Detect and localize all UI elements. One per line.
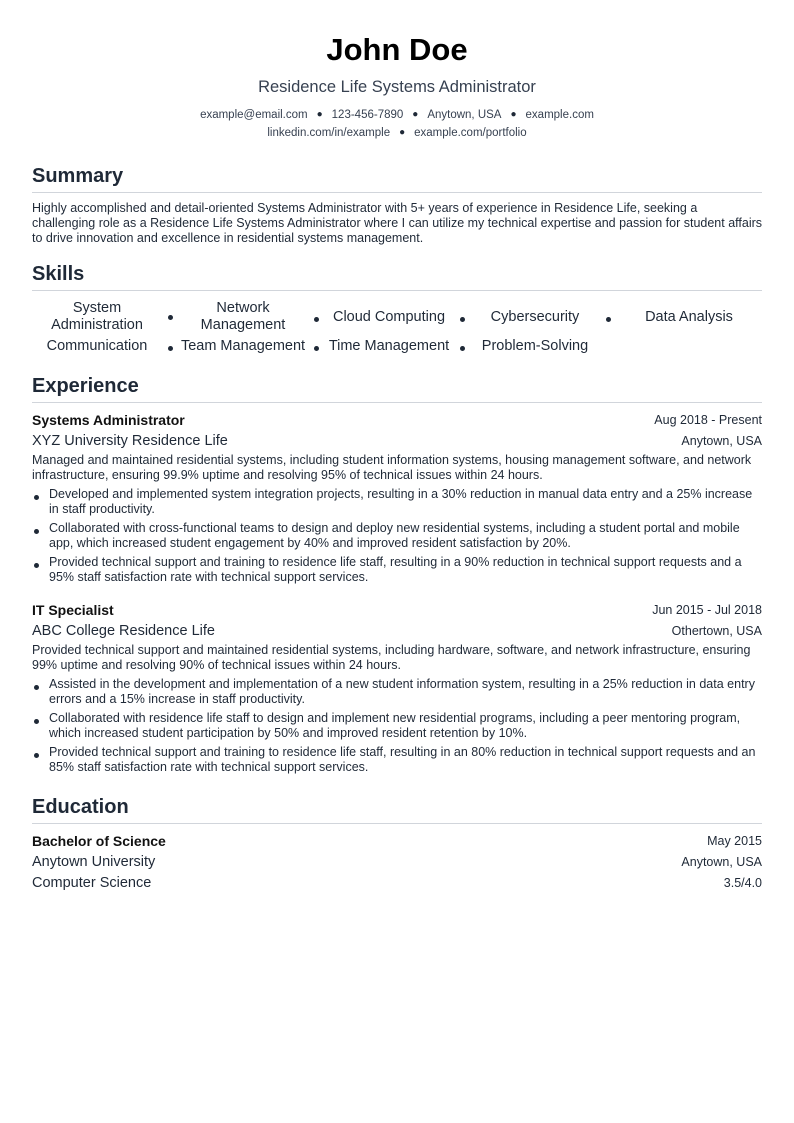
skill-item: System Administration	[51, 300, 143, 333]
skill-separator-dot	[460, 317, 465, 322]
skill-separator-dot	[314, 317, 319, 322]
skill-item: Network Management	[200, 300, 286, 333]
list-item: Collaborated with cross-functional teams to design and deploy new residential systems, including a student portal and mobile app, which increased student engagement by 40% and improved resident satisfaction by 20%.	[32, 521, 762, 551]
graduation-date: May 2015	[707, 834, 762, 848]
list-item: Provided technical support and training to residence life staff, resulting in an 80% reduction in technical support requests and an 85% staff satisfaction rate with technical support services.	[32, 745, 762, 775]
contact-location: Anytown, USA	[427, 109, 502, 121]
gpa: 3.5/4.0	[723, 876, 762, 890]
skill-separator-dot	[168, 346, 173, 351]
job-dates: Aug 2018 - Present	[654, 413, 762, 427]
candidate-title: Residence Life Systems Administrator	[258, 78, 536, 96]
contact-row-1	[0, 107, 794, 123]
skill-item: Team Management	[180, 338, 306, 354]
job-summary: Provided technical support and maintained residential systems, including hardware, software, and network infrastructure, ensuring 99% uptime and resolving 90% of technical issues within 24 hours.	[32, 643, 751, 672]
summary-heading: Summary	[32, 163, 762, 193]
degree: Bachelor of Science	[32, 833, 166, 849]
skill-item: Cybersecurity	[490, 309, 580, 325]
skill-separator-dot	[606, 317, 611, 322]
school-name: Anytown University	[32, 854, 156, 870]
contact-portfolio[interactable]: example.com/portfolio	[414, 127, 527, 139]
list-item: Assisted in the development and implementation of a new student information system, resulting in a 25% reduction in data entry errors and a 15% increase in staff productivity.	[32, 677, 762, 707]
job-organization: ABC College Residence Life	[32, 623, 215, 639]
job-organization: XYZ University Residence Life	[32, 433, 228, 449]
job-title: Systems Administrator	[32, 412, 185, 428]
job-location: Othertown, USA	[671, 624, 762, 638]
contact-website[interactable]: example.com	[525, 109, 594, 121]
summary-text: Highly accomplished and detail-oriented Systems Administrator with 5+ years of experience in Residence Life, seeking a challenging role as a Residence Life Systems Administrator where I can utilize my technical expertise and passion for student affairs to drive innovation and excellence in residential systems management.	[32, 201, 763, 245]
list-item: Developed and implemented system integration projects, resulting in a 30% reduction in manual data entry and a 25% increase in staff productivity.	[32, 487, 762, 517]
skill-item: Communication	[46, 338, 148, 354]
contact-phone[interactable]: 123-456-7890	[331, 109, 404, 121]
job-bullets	[32, 677, 762, 779]
separator-dot: ●	[316, 109, 323, 120]
list-item: Collaborated with residence life staff to design and implement new residential programs, including a peer mentoring program, which increased student participation by 50% and improved resident retention by 10%.	[32, 711, 762, 741]
contact-row-2	[0, 125, 794, 141]
skill-separator-dot	[168, 315, 173, 320]
skill-item: Time Management	[328, 338, 450, 354]
skill-separator-dot	[314, 346, 319, 351]
job-location: Anytown, USA	[681, 434, 762, 448]
job-summary: Managed and maintained residential systems, including student information systems, housing management software, and network infrastructure, ensuring 99.9% uptime and resolving 95% of technical issues within 24 hours.	[32, 453, 752, 482]
job-dates: Jun 2015 - Jul 2018	[652, 603, 762, 617]
skill-item: Data Analysis	[645, 309, 733, 325]
separator-dot: ●	[510, 109, 517, 120]
list-item: Provided technical support and training to residence life staff, resulting in a 90% reduction in technical support requests and a 95% staff satisfaction rate with technical support services.	[32, 555, 762, 585]
separator-dot: ●	[412, 109, 419, 120]
job-bullets	[32, 487, 762, 589]
skill-item: Problem-Solving	[481, 338, 589, 354]
separator-dot: ●	[399, 127, 406, 138]
experience-heading: Experience	[32, 373, 762, 403]
skill-separator-dot	[460, 346, 465, 351]
contact-linkedin[interactable]: linkedin.com/in/example	[267, 127, 391, 139]
skills-heading: Skills	[32, 261, 762, 291]
job-title: IT Specialist	[32, 602, 114, 618]
skill-item: Cloud Computing	[332, 309, 446, 325]
school-location: Anytown, USA	[681, 855, 762, 869]
contact-email[interactable]: example@email.com	[200, 109, 308, 121]
candidate-name: John Doe	[326, 32, 468, 67]
field-of-study: Computer Science	[32, 875, 152, 891]
education-heading: Education	[32, 794, 762, 824]
